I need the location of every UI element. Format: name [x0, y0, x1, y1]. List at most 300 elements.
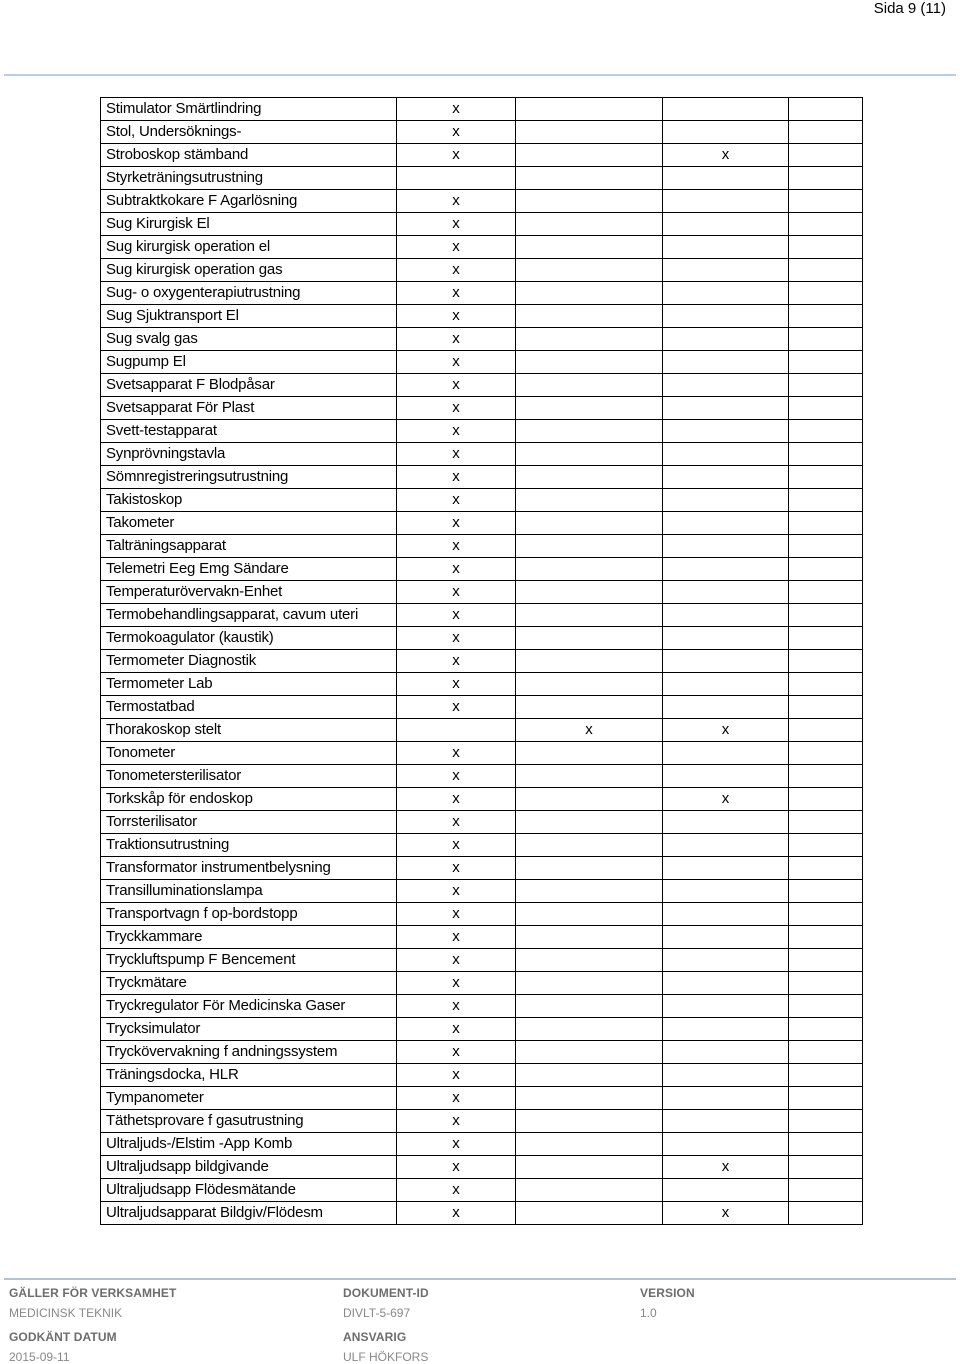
mark-cell-c2 [516, 466, 663, 489]
mark-cell-c3 [663, 190, 789, 213]
mark-cell-c4 [789, 167, 863, 190]
mark-cell-c3 [663, 1133, 789, 1156]
mark-cell-c1: x [397, 788, 516, 811]
mark-cell-c3 [663, 742, 789, 765]
header-divider [4, 74, 956, 76]
table-row [101, 397, 863, 420]
mark-cell-c1: x [397, 1133, 516, 1156]
mark-cell-c4 [789, 627, 863, 650]
mark-cell-c2 [516, 604, 663, 627]
mark-cell-c2 [516, 972, 663, 995]
mark-cell-c1: x [397, 811, 516, 834]
equipment-name-cell: Sömnregistreringsutrustning [101, 466, 397, 489]
equipment-name-cell: Tonometersterilisator [101, 765, 397, 788]
mark-cell-c3 [663, 121, 789, 144]
mark-cell-c1: x [397, 466, 516, 489]
mark-cell-c4 [789, 949, 863, 972]
mark-cell-c3 [663, 489, 789, 512]
mark-cell-c1: x [397, 397, 516, 420]
page-number: Sida 9 (11) [873, 0, 946, 17]
equipment-name-cell: Sug svalg gas [101, 328, 397, 351]
equipment-name-cell: Sugpump El [101, 351, 397, 374]
equipment-name-cell: Sug- o oxygenterapiutrustning [101, 282, 397, 305]
mark-cell-c1: x [397, 650, 516, 673]
mark-cell-c2 [516, 144, 663, 167]
mark-cell-c1: x [397, 627, 516, 650]
equipment-name-cell: Temperaturövervakn-Enhet [101, 581, 397, 604]
mark-cell-c3: x [663, 1202, 789, 1225]
table-row [101, 443, 863, 466]
footer-approved-label: GODKÄNT DATUM [9, 1330, 117, 1344]
mark-cell-c2 [516, 949, 663, 972]
mark-cell-c1: x [397, 926, 516, 949]
mark-cell-c2 [516, 1133, 663, 1156]
mark-cell-c3 [663, 420, 789, 443]
equipment-name-cell: Termometer Diagnostik [101, 650, 397, 673]
mark-cell-c4 [789, 719, 863, 742]
mark-cell-c3: x [663, 144, 789, 167]
table-row [101, 121, 863, 144]
table-row [101, 213, 863, 236]
mark-cell-c4 [789, 696, 863, 719]
mark-cell-c2 [516, 190, 663, 213]
footer-applies [9, 1286, 176, 1320]
mark-cell-c2 [516, 765, 663, 788]
mark-cell-c2 [516, 788, 663, 811]
mark-cell-c2 [516, 328, 663, 351]
mark-cell-c4 [789, 788, 863, 811]
table-row [101, 167, 863, 190]
table-row [101, 1133, 863, 1156]
mark-cell-c2 [516, 627, 663, 650]
mark-cell-c3 [663, 1179, 789, 1202]
footer-divider [4, 1278, 956, 1280]
footer-doc-id-value: DIVLT-5-697 [343, 1306, 411, 1320]
table-row [101, 673, 863, 696]
mark-cell-c3 [663, 1041, 789, 1064]
mark-cell-c3 [663, 1087, 789, 1110]
mark-cell-c4 [789, 673, 863, 696]
mark-cell-c4 [789, 880, 863, 903]
mark-cell-c3 [663, 880, 789, 903]
table-row [101, 144, 863, 167]
table-row [101, 558, 863, 581]
equipment-name-cell: Svett-testapparat [101, 420, 397, 443]
mark-cell-c4 [789, 259, 863, 282]
mark-cell-c2 [516, 558, 663, 581]
mark-cell-c4 [789, 535, 863, 558]
mark-cell-c4 [789, 604, 863, 627]
mark-cell-c2 [516, 696, 663, 719]
equipment-table [100, 97, 863, 1225]
mark-cell-c4 [789, 857, 863, 880]
mark-cell-c3 [663, 328, 789, 351]
mark-cell-c3 [663, 903, 789, 926]
footer-version [640, 1286, 695, 1320]
mark-cell-c4 [789, 926, 863, 949]
mark-cell-c1: x [397, 742, 516, 765]
table-row [101, 328, 863, 351]
mark-cell-c4 [789, 328, 863, 351]
mark-cell-c4 [789, 282, 863, 305]
mark-cell-c3 [663, 1110, 789, 1133]
mark-cell-c1: x [397, 1202, 516, 1225]
equipment-name-cell: Sug kirurgisk operation el [101, 236, 397, 259]
equipment-name-cell: Sug Sjuktransport El [101, 305, 397, 328]
mark-cell-c4 [789, 742, 863, 765]
mark-cell-c2 [516, 903, 663, 926]
equipment-name-cell: Termostatbad [101, 696, 397, 719]
table-row [101, 834, 863, 857]
mark-cell-c3 [663, 98, 789, 121]
table-row [101, 995, 863, 1018]
mark-cell-c1: x [397, 236, 516, 259]
equipment-name-cell: Tonometer [101, 742, 397, 765]
mark-cell-c2: x [516, 719, 663, 742]
mark-cell-c1: x [397, 765, 516, 788]
mark-cell-c4 [789, 765, 863, 788]
mark-cell-c3 [663, 305, 789, 328]
mark-cell-c4 [789, 374, 863, 397]
mark-cell-c4 [789, 489, 863, 512]
mark-cell-c3 [663, 512, 789, 535]
mark-cell-c1: x [397, 1156, 516, 1179]
mark-cell-c1: x [397, 673, 516, 696]
mark-cell-c1: x [397, 558, 516, 581]
mark-cell-c3 [663, 972, 789, 995]
mark-cell-c3 [663, 374, 789, 397]
table-row [101, 282, 863, 305]
table-row [101, 604, 863, 627]
equipment-name-cell: Takometer [101, 512, 397, 535]
mark-cell-c4 [789, 995, 863, 1018]
mark-cell-c1: x [397, 604, 516, 627]
table-row [101, 1087, 863, 1110]
equipment-name-cell: Tryckövervakning f andningssystem [101, 1041, 397, 1064]
table-row [101, 972, 863, 995]
mark-cell-c1: x [397, 1110, 516, 1133]
equipment-table-body [101, 98, 863, 1225]
mark-cell-c1: x [397, 190, 516, 213]
mark-cell-c4 [789, 1202, 863, 1225]
mark-cell-c3 [663, 1064, 789, 1087]
equipment-name-cell: Svetsapparat F Blodpåsar [101, 374, 397, 397]
table-row [101, 742, 863, 765]
table-row [101, 236, 863, 259]
mark-cell-c4 [789, 420, 863, 443]
mark-cell-c3 [663, 926, 789, 949]
table-row [101, 259, 863, 282]
mark-cell-c4 [789, 650, 863, 673]
mark-cell-c2 [516, 742, 663, 765]
table-row [101, 719, 863, 742]
mark-cell-c4 [789, 1133, 863, 1156]
mark-cell-c2 [516, 443, 663, 466]
mark-cell-c2 [516, 535, 663, 558]
footer-responsible-label: ANSVARIG [343, 1330, 407, 1344]
mark-cell-c1: x [397, 880, 516, 903]
mark-cell-c3 [663, 627, 789, 650]
mark-cell-c2 [516, 1064, 663, 1087]
mark-cell-c4 [789, 1110, 863, 1133]
mark-cell-c1: x [397, 282, 516, 305]
mark-cell-c2 [516, 1087, 663, 1110]
table-row [101, 512, 863, 535]
mark-cell-c1: x [397, 98, 516, 121]
table-row [101, 696, 863, 719]
mark-cell-c2 [516, 1202, 663, 1225]
equipment-name-cell: Transformator instrumentbelysning [101, 857, 397, 880]
mark-cell-c4 [789, 1087, 863, 1110]
mark-cell-c1: x [397, 1179, 516, 1202]
mark-cell-c3: x [663, 788, 789, 811]
mark-cell-c4 [789, 972, 863, 995]
mark-cell-c3 [663, 535, 789, 558]
mark-cell-c2 [516, 213, 663, 236]
table-row [101, 1202, 863, 1225]
mark-cell-c4 [789, 121, 863, 144]
mark-cell-c3 [663, 765, 789, 788]
mark-cell-c3 [663, 167, 789, 190]
equipment-name-cell: Transportvagn f op-bordstopp [101, 903, 397, 926]
equipment-name-cell: Termobehandlingsapparat, cavum uteri [101, 604, 397, 627]
mark-cell-c2 [516, 236, 663, 259]
footer-version-value: 1.0 [640, 1306, 657, 1320]
mark-cell-c3 [663, 282, 789, 305]
mark-cell-c1: x [397, 903, 516, 926]
mark-cell-c4 [789, 1018, 863, 1041]
mark-cell-c2 [516, 581, 663, 604]
equipment-name-cell: Styrketräningsutrustning [101, 167, 397, 190]
table-row [101, 1041, 863, 1064]
equipment-name-cell: Ultraljudsapparat Bildgiv/Flödesm [101, 1202, 397, 1225]
mark-cell-c2 [516, 259, 663, 282]
mark-cell-c2 [516, 1018, 663, 1041]
equipment-name-cell: Tympanometer [101, 1087, 397, 1110]
mark-cell-c2 [516, 374, 663, 397]
mark-cell-c3 [663, 857, 789, 880]
mark-cell-c3 [663, 696, 789, 719]
table-row [101, 581, 863, 604]
mark-cell-c4 [789, 213, 863, 236]
mark-cell-c1: x [397, 834, 516, 857]
mark-cell-c2 [516, 1110, 663, 1133]
mark-cell-c1: x [397, 972, 516, 995]
mark-cell-c1: x [397, 857, 516, 880]
mark-cell-c2 [516, 121, 663, 144]
mark-cell-c3 [663, 213, 789, 236]
footer-version-label: VERSION [640, 1286, 695, 1300]
equipment-name-cell: Transilluminationslampa [101, 880, 397, 903]
mark-cell-c2 [516, 926, 663, 949]
mark-cell-c3 [663, 558, 789, 581]
mark-cell-c3 [663, 1018, 789, 1041]
table-row [101, 351, 863, 374]
mark-cell-c1: x [397, 995, 516, 1018]
equipment-name-cell: Tryckluftspump F Bencement [101, 949, 397, 972]
table-row [101, 765, 863, 788]
equipment-name-cell: Termometer Lab [101, 673, 397, 696]
mark-cell-c4 [789, 1156, 863, 1179]
mark-cell-c1 [397, 719, 516, 742]
mark-cell-c1: x [397, 1041, 516, 1064]
mark-cell-c3 [663, 466, 789, 489]
mark-cell-c3: x [663, 1156, 789, 1179]
equipment-name-cell: Synprövningstavla [101, 443, 397, 466]
equipment-name-cell: Täthetsprovare f gasutrustning [101, 1110, 397, 1133]
mark-cell-c1: x [397, 121, 516, 144]
mark-cell-c1: x [397, 581, 516, 604]
footer-approved [9, 1330, 117, 1364]
mark-cell-c2 [516, 282, 663, 305]
mark-cell-c4 [789, 1064, 863, 1087]
mark-cell-c2 [516, 351, 663, 374]
mark-cell-c4 [789, 1179, 863, 1202]
table-row [101, 1179, 863, 1202]
table-row [101, 880, 863, 903]
mark-cell-c2 [516, 420, 663, 443]
equipment-name-cell: Traktionsutrustning [101, 834, 397, 857]
mark-cell-c2 [516, 397, 663, 420]
equipment-name-cell: Sug Kirurgisk El [101, 213, 397, 236]
table-row [101, 420, 863, 443]
table-row [101, 811, 863, 834]
mark-cell-c2 [516, 834, 663, 857]
mark-cell-c2 [516, 1179, 663, 1202]
mark-cell-c3 [663, 995, 789, 1018]
mark-cell-c4 [789, 443, 863, 466]
table-row [101, 489, 863, 512]
equipment-name-cell: Thorakoskop stelt [101, 719, 397, 742]
table-row [101, 190, 863, 213]
mark-cell-c2 [516, 857, 663, 880]
mark-cell-c1: x [397, 259, 516, 282]
mark-cell-c3 [663, 949, 789, 972]
equipment-name-cell: Ultraljuds-/Elstim -App Komb [101, 1133, 397, 1156]
mark-cell-c2 [516, 489, 663, 512]
equipment-name-cell: Stimulator Smärtlindring [101, 98, 397, 121]
table-row [101, 788, 863, 811]
footer-approved-value: 2015-09-11 [9, 1350, 70, 1364]
mark-cell-c3 [663, 259, 789, 282]
mark-cell-c4 [789, 834, 863, 857]
mark-cell-c2 [516, 995, 663, 1018]
mark-cell-c1: x [397, 213, 516, 236]
table-row [101, 1018, 863, 1041]
mark-cell-c1: x [397, 512, 516, 535]
mark-cell-c1: x [397, 949, 516, 972]
mark-cell-c3 [663, 443, 789, 466]
mark-cell-c2 [516, 512, 663, 535]
equipment-name-cell: Tryckmätare [101, 972, 397, 995]
mark-cell-c1: x [397, 351, 516, 374]
mark-cell-c3 [663, 650, 789, 673]
table-row [101, 1064, 863, 1087]
mark-cell-c1: x [397, 443, 516, 466]
mark-cell-c1: x [397, 305, 516, 328]
table-row [101, 949, 863, 972]
mark-cell-c1: x [397, 535, 516, 558]
equipment-name-cell: Termokoagulator (kaustik) [101, 627, 397, 650]
table-row [101, 857, 863, 880]
mark-cell-c4 [789, 144, 863, 167]
mark-cell-c4 [789, 397, 863, 420]
mark-cell-c4 [789, 190, 863, 213]
mark-cell-c1: x [397, 328, 516, 351]
table-row [101, 650, 863, 673]
equipment-name-cell: Stroboskop stämband [101, 144, 397, 167]
mark-cell-c2 [516, 880, 663, 903]
table-row [101, 926, 863, 949]
mark-cell-c4 [789, 512, 863, 535]
mark-cell-c3 [663, 604, 789, 627]
equipment-name-cell: Subtraktkokare F Agarlösning [101, 190, 397, 213]
mark-cell-c2 [516, 167, 663, 190]
equipment-name-cell: Talträningsapparat [101, 535, 397, 558]
mark-cell-c1: x [397, 1064, 516, 1087]
footer-doc-id-label: DOKUMENT-ID [343, 1286, 429, 1300]
mark-cell-c4 [789, 98, 863, 121]
mark-cell-c3 [663, 351, 789, 374]
equipment-name-cell: Sug kirurgisk operation gas [101, 259, 397, 282]
mark-cell-c1 [397, 167, 516, 190]
mark-cell-c1: x [397, 696, 516, 719]
table-row [101, 305, 863, 328]
table-row [101, 1110, 863, 1133]
mark-cell-c3 [663, 834, 789, 857]
mark-cell-c1: x [397, 489, 516, 512]
equipment-name-cell: Svetsapparat För Plast [101, 397, 397, 420]
table-row [101, 903, 863, 926]
mark-cell-c4 [789, 1041, 863, 1064]
mark-cell-c2 [516, 1156, 663, 1179]
mark-cell-c4 [789, 305, 863, 328]
mark-cell-c2 [516, 650, 663, 673]
mark-cell-c4 [789, 558, 863, 581]
mark-cell-c3 [663, 236, 789, 259]
equipment-name-cell: Torrsterilisator [101, 811, 397, 834]
mark-cell-c4 [789, 466, 863, 489]
equipment-name-cell: Tryckregulator För Medicinska Gaser [101, 995, 397, 1018]
mark-cell-c4 [789, 581, 863, 604]
mark-cell-c3 [663, 581, 789, 604]
mark-cell-c2 [516, 673, 663, 696]
table-row [101, 1156, 863, 1179]
mark-cell-c3 [663, 673, 789, 696]
equipment-name-cell: Trycksimulator [101, 1018, 397, 1041]
mark-cell-c1: x [397, 1018, 516, 1041]
mark-cell-c2 [516, 811, 663, 834]
mark-cell-c1: x [397, 374, 516, 397]
mark-cell-c1: x [397, 420, 516, 443]
equipment-name-cell: Stol, Undersöknings- [101, 121, 397, 144]
footer-applies-value: MEDICINSK TEKNIK [9, 1306, 123, 1320]
mark-cell-c4 [789, 811, 863, 834]
equipment-name-cell: Ultraljudsapp Flödesmätande [101, 1179, 397, 1202]
footer-responsible-value: ULF HÖKFORS [343, 1350, 429, 1364]
mark-cell-c4 [789, 903, 863, 926]
mark-cell-c2 [516, 1041, 663, 1064]
mark-cell-c4 [789, 236, 863, 259]
mark-cell-c2 [516, 98, 663, 121]
equipment-name-cell: Ultraljudsapp bildgivande [101, 1156, 397, 1179]
mark-cell-c4 [789, 351, 863, 374]
equipment-name-cell: Telemetri Eeg Emg Sändare [101, 558, 397, 581]
footer-doc-id [343, 1286, 429, 1320]
equipment-name-cell: Torkskåp för endoskop [101, 788, 397, 811]
mark-cell-c2 [516, 305, 663, 328]
table-row [101, 374, 863, 397]
